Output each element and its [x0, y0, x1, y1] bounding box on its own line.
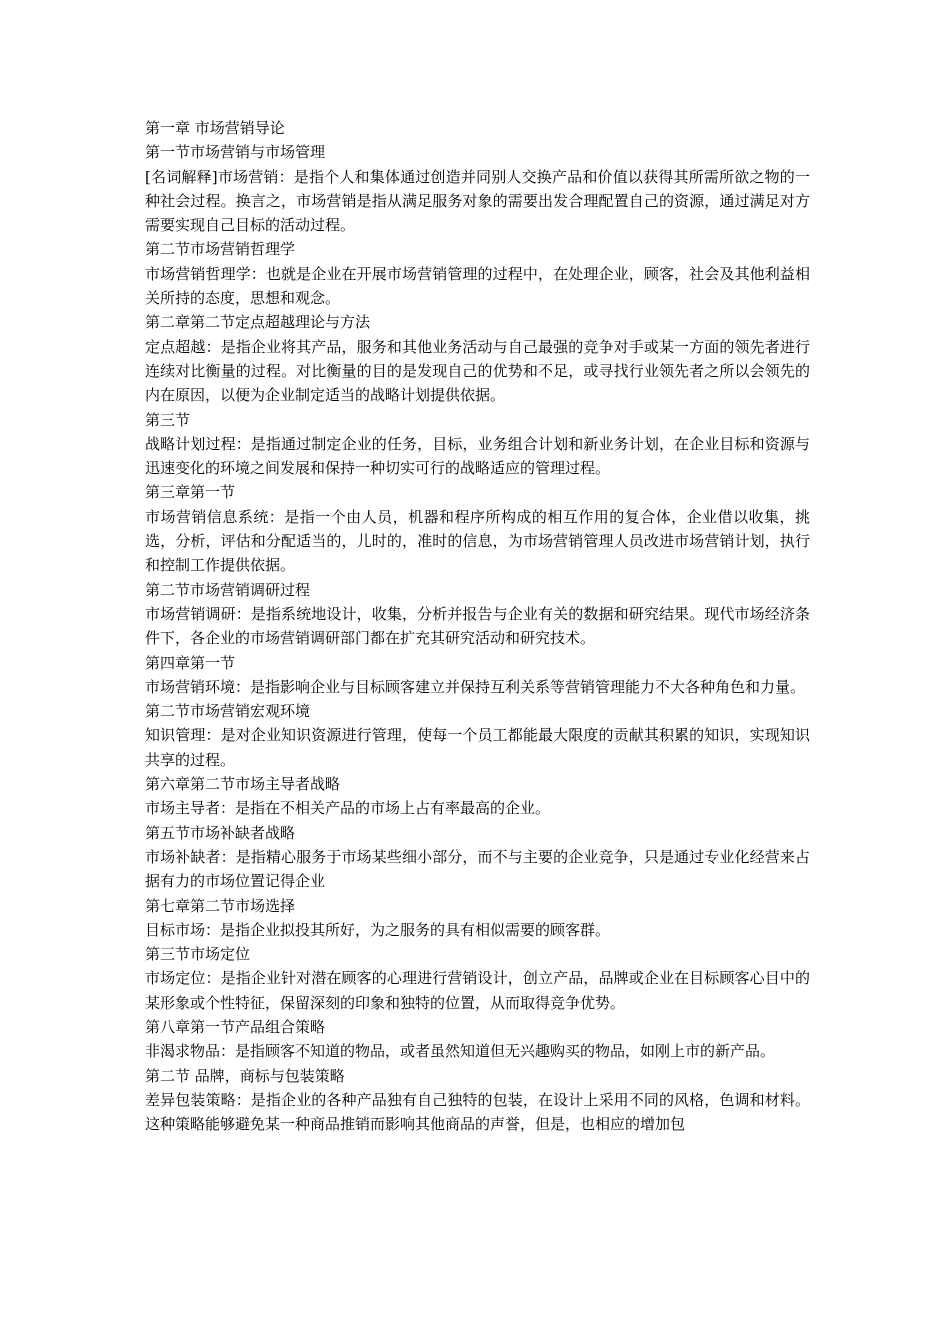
definition-paragraph: 知识管理：是对企业知识资源进行管理，使每一个员工都能最大限度的贡献其积累的知识，实现知识共享的过程。: [145, 726, 810, 769]
document-body: [145, 116, 810, 1136]
definition-paragraph: 市场补缺者：是指精心服务于市场某些细小部分，而不与主要的企业竞争，只是通过专业化经营来占据有力的市场位置记得企业: [145, 847, 810, 891]
chapter-7-heading: 第七章第二节市场选择: [145, 896, 296, 915]
chapter-4-heading: 第四章第一节: [145, 653, 236, 672]
definition-paragraph: 市场营销信息系统：是指一个由人员，机器和程序所构成的相互作用的复合体，企业借以收集，挑选，分析，评估和分配适当的，儿时的，准时的信息，为市场营销管理人员改进市场营销计划，执行和控制工作提供依据。: [145, 507, 810, 575]
definition-paragraph: 非渴求物品：是指顾客不知道的物品，或者虽然知道但无兴趣购买的物品，如刚上市的新产品。: [145, 1042, 776, 1061]
definition-paragraph: 市场营销环境：是指影响企业与目标顾客建立并保持互利关系等营销管理能力不大各种角色和力量。: [145, 677, 806, 696]
definition-paragraph: 目标市场：是指企业拟投其所好，为之服务的具有相似需要的顾客群。: [145, 920, 611, 939]
section-heading: 第二节市场营销调研过程: [145, 580, 311, 599]
definition-paragraph: 市场定位：是指企业针对潜在顾客的心理进行营销设计，创立产品，品牌或企业在目标顾客心目中的某形象或个性特征，保留深刻的印象和独特的位置，从而取得竞争优势。: [145, 969, 810, 1012]
chapter-2-heading: 第二章第二节定点超越理论与方法: [145, 313, 371, 332]
chapter-3-heading: 第三章第一节: [145, 483, 236, 502]
section-heading: 第二节市场营销宏观环境: [145, 702, 311, 721]
section-heading: 第五节市场补缺者战略: [145, 823, 296, 842]
section-heading: 第一节市场营销与市场管理: [145, 143, 326, 162]
definition-paragraph: 市场营销调研：是指系统地设计，收集，分析并报告与企业有关的数据和研究结果。现代市场经济条件下，各企业的市场营销调研部门都在扩充其研究活动和研究技术。: [145, 604, 810, 648]
definition-paragraph: 市场主导者：是指在不相关产品的市场上占有率最高的企业。: [145, 799, 551, 818]
definition-paragraph: 战略计划过程：是指通过制定企业的任务，目标，业务组合计划和新业务计划，在企业目标和资源与迅速变化的环境之间发展和保持一种切实可行的战略适应的管理过程。: [145, 434, 810, 478]
definition-paragraph: 定点超越：是指企业将其产品，服务和其他业务活动与自己最强的竞争对手或某一方面的领先者进行连续对比衡量的过程。对比衡量的目的是发现自己的优势和不足，或寻找行业领先者之所以会领先的内在原因，以便为企业制定适当的战略计划提供依据。: [145, 337, 810, 405]
definition-paragraph: 市场营销哲理学：也就是企业在开展市场营销管理的过程中，在处理企业，顾客，社会及其他利益相关所持的态度，思想和观念。: [145, 264, 810, 308]
section-heading: 第二节市场营销哲理学: [145, 240, 296, 259]
chapter-6-heading: 第六章第二节市场主导者战略: [145, 775, 341, 794]
chapter-1-heading: 第一章 市场营销导论: [145, 119, 285, 137]
section-heading: 第三节: [145, 410, 191, 429]
chapter-8-heading: 第八章第一节产品组合策略: [145, 1017, 326, 1036]
definition-paragraph: [名词解释]市场营销：是指个人和集体通过创造并同别人交换产品和价值以获得其所需所欲之物的一种社会过程。换言之，市场营销是指从满足服务对象的需要出发合理配置自己的资源，通过满足对方需要实现自己目标的活动过程。: [145, 167, 810, 235]
section-heading: 第三节市场定位: [145, 945, 251, 964]
definition-paragraph: 差异包装策略：是指企业的各种产品独有自己独特的包装，在设计上采用不同的风格，色调和材料。这种策略能够避免某一种商品推销而影响其他商品的声誉，但是，也相应的增加包: [145, 1090, 810, 1134]
section-heading: 第二节 品牌，商标与包装策略: [145, 1066, 345, 1085]
